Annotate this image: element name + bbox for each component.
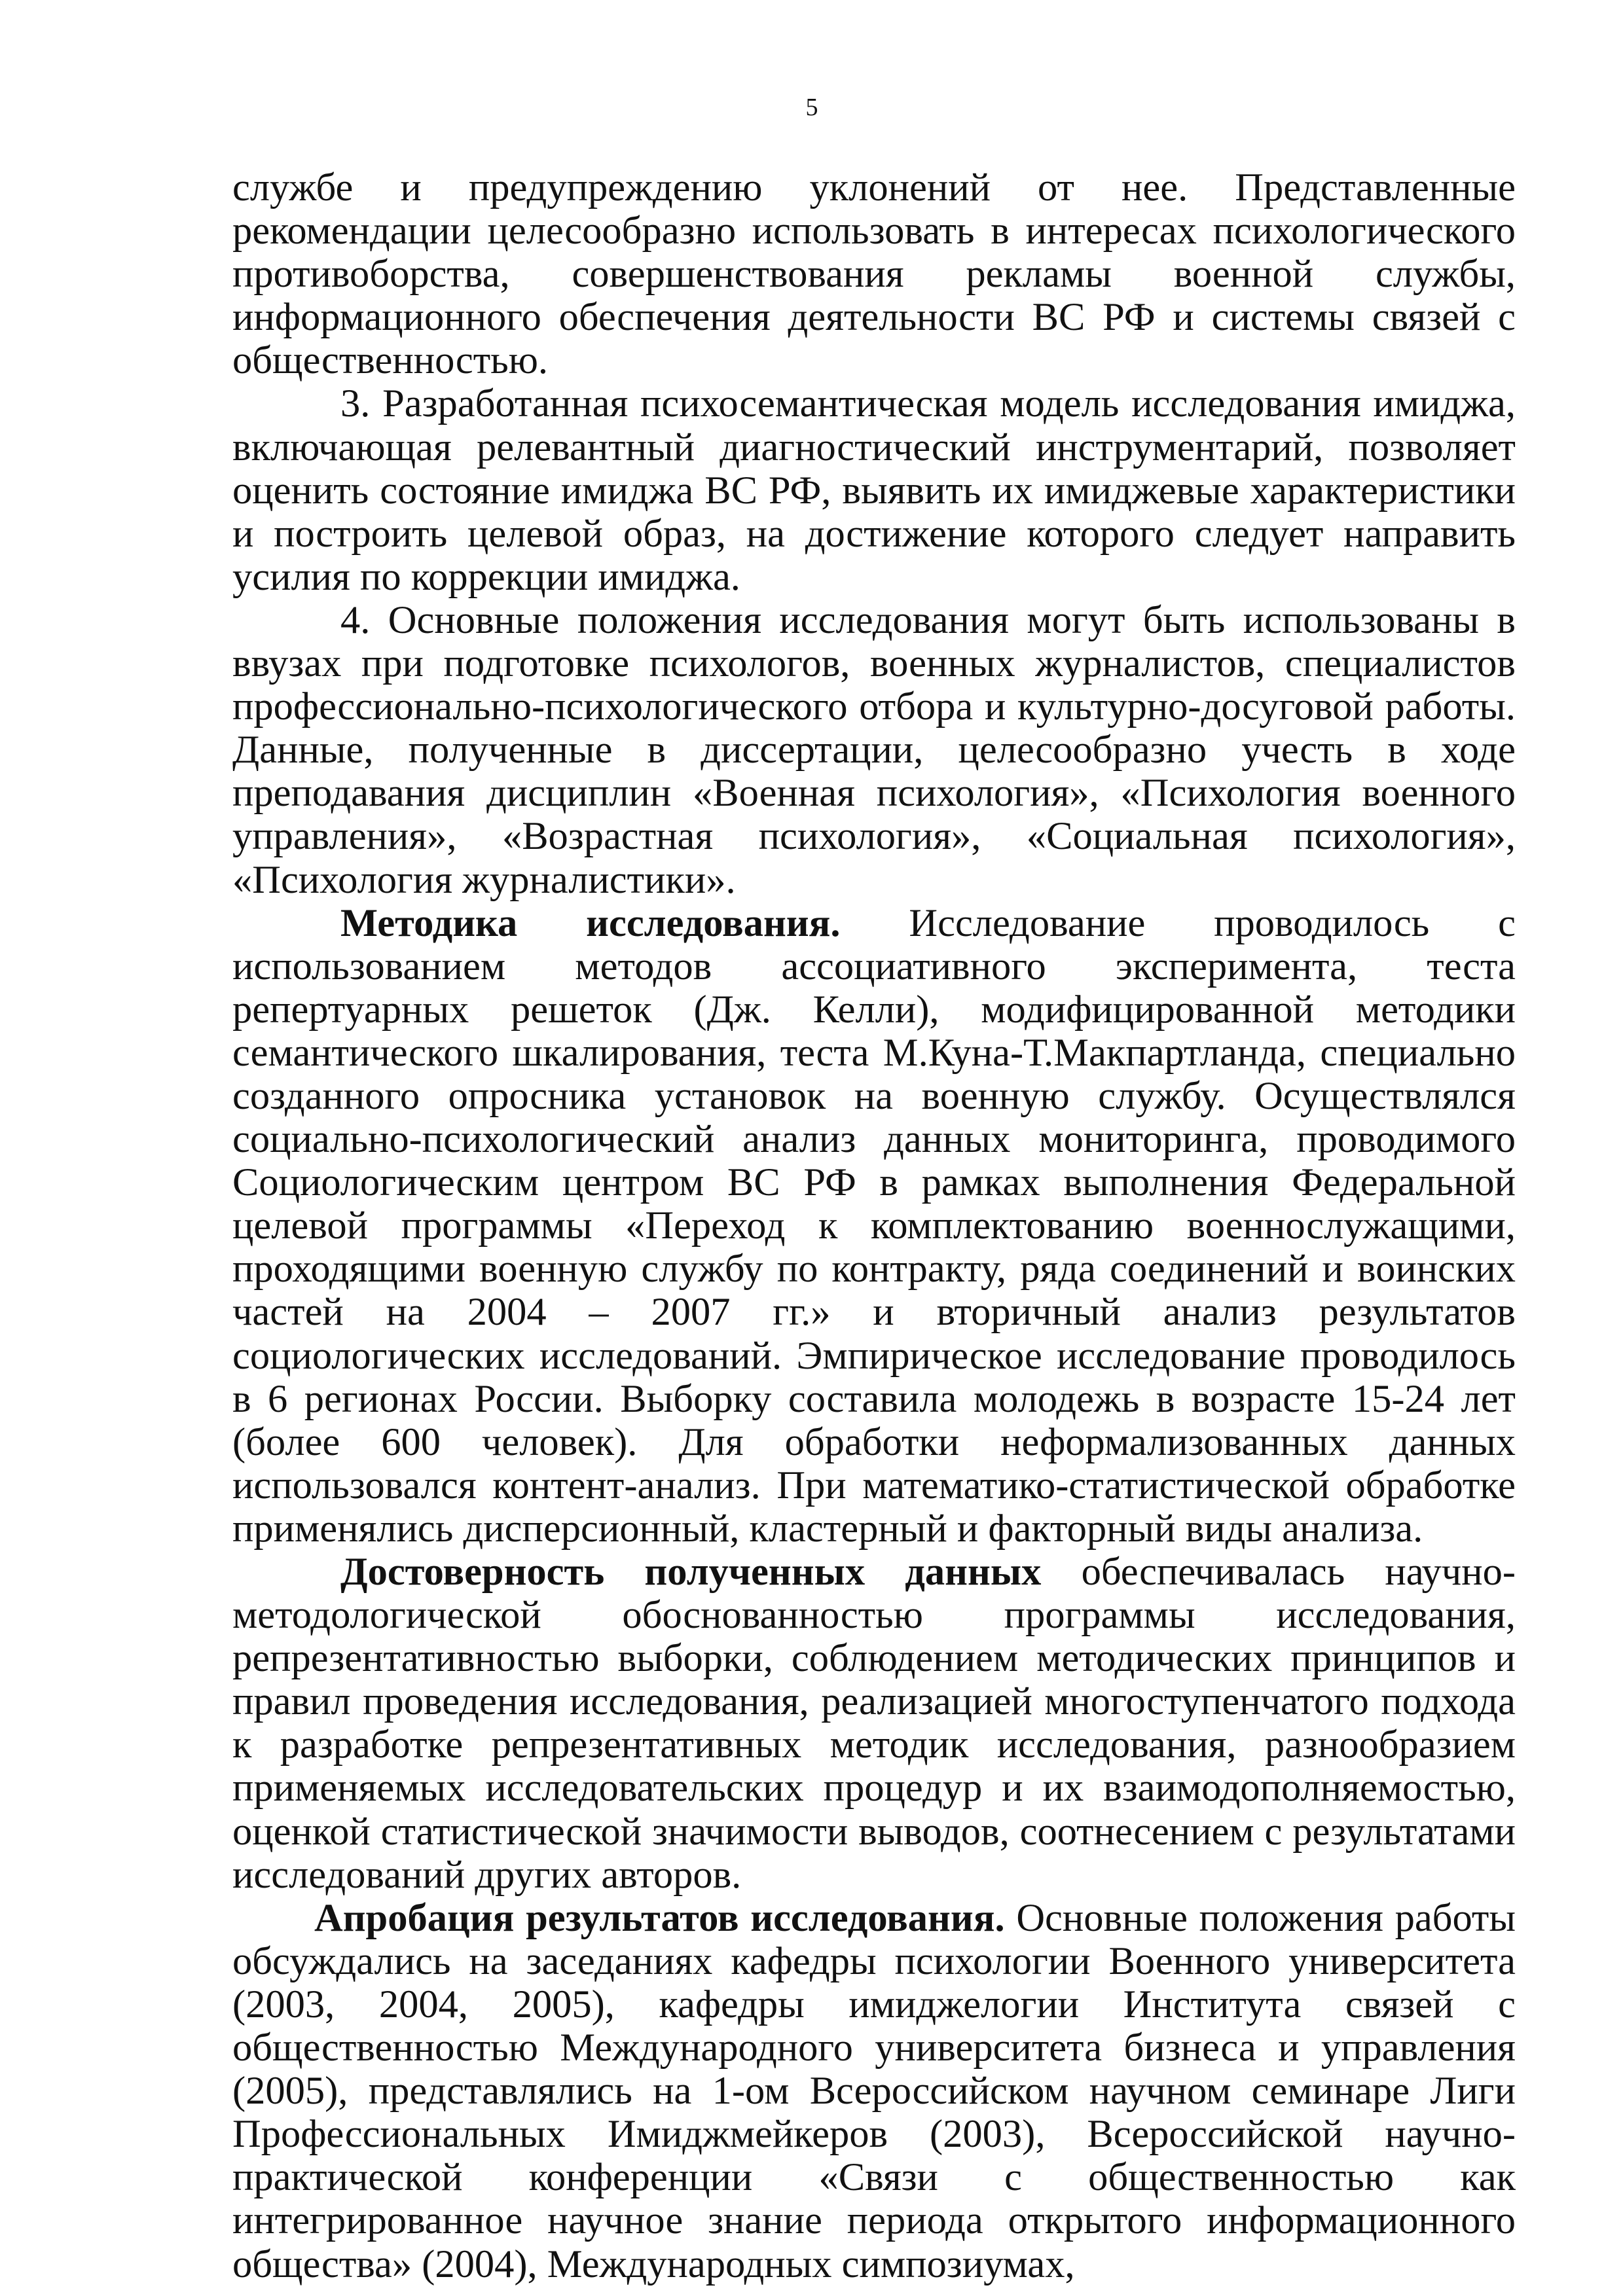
paragraph-continuation: службе и предупреждению уклонений от нее. Представленные рекомендации целесообразно использовать в интересах психологического противоборства, совершенствования рекламы военной службы, информационного обеспечения деятельности ВС РФ и системы связей с общественностью.	[232, 166, 1516, 383]
reliability-text: обеспечивалась научно-методологической обоснованностью программы исследования, репрезентативностью выборки, соблюдением методических принципов и правил проведения исследования, реализацией многоступенчатого подхода к разработке репрезентативных методик исследования, разнообразием применяемых исследовательских процедур и их взаимодополняемостью, оценкой статистической значимости выводов, соотнесением с результатами исследований других авторов.	[232, 1550, 1516, 1897]
page-number: 5	[805, 94, 818, 121]
methodology-heading: Методика исследования.	[340, 901, 841, 945]
paragraph-item-3: 3. Разработанная психосемантическая модель исследования имиджа, включающая релевантный диагностический инструментарий, позволяет оценить состояние имиджа ВС РФ, выявить их имиджевые характеристики и построить целевой образ, на достижение которого следует направить усилия по коррекции имиджа.	[232, 382, 1516, 599]
paragraph-reliability	[232, 1551, 1516, 1897]
approbation-text: Основные положения работы обсуждались на заседаниях кафедры психологии Военного университета (2003, 2004, 2005), кафедры имиджелогии Института связей с общественностью Международного университета бизнеса и управления (2005), представлялись на 1-ом Всероссийском научном семинаре Лиги Профессиональных Имиджмейкеров (2003), Всероссийской научно-практической конференции «Связи с общественностью как интегрированное научное знание периода открытого информационного общества» (2004), Международных симпозиумах,	[232, 1895, 1516, 2286]
document-body	[232, 166, 1516, 2286]
approbation-heading: Апробация результатов исследования.	[314, 1895, 1005, 1940]
paragraph-item-4: 4. Основные положения исследования могут быть использованы в ввузах при подготовке психологов, военных журналистов, специалистов профессионально-психологического отбора и культурно-досуговой работы. Данные, полученные в диссертации, целесообразно учесть в ходе преподавания дисциплин «Военная психология», «Психология военного управления», «Возрастная психология», «Социальная психология», «Психология журналистики».	[232, 598, 1516, 902]
reliability-heading: Достоверность полученных данных	[340, 1550, 1042, 1594]
paragraph-approbation	[232, 1897, 1516, 2286]
paragraph-methodology	[232, 902, 1516, 1551]
methodology-text: Исследование проводилось с использованием методов ассоциативного эксперимента, теста репертуарных решеток (Дж. Келли), модифицированной методики семантического шкалирования, теста М.Куна-Т.Макпартланда, специально созданного опросника установок на военную службу. Осуществлялся социально-психологический анализ данных мониторинга, проводимого Социологическим центром ВС РФ в рамках выполнения Федеральной целевой программы «Переход к комплектованию военнослужащими, проходящими военную службу по контракту, ряда соединений и воинских частей на 2004 – 2007 гг.» и вторичный анализ результатов социологических исследований. Эмпирическое исследование проводилось в 6 регионах России. Выборку составила молодежь в возрасте 15-24 лет (более 600 человек). Для обработки неформализованных данных использовался контент-анализ. При математико-статистической обработке применялись дисперсионный, кластерный и факторный виды анализа.	[232, 901, 1516, 1551]
